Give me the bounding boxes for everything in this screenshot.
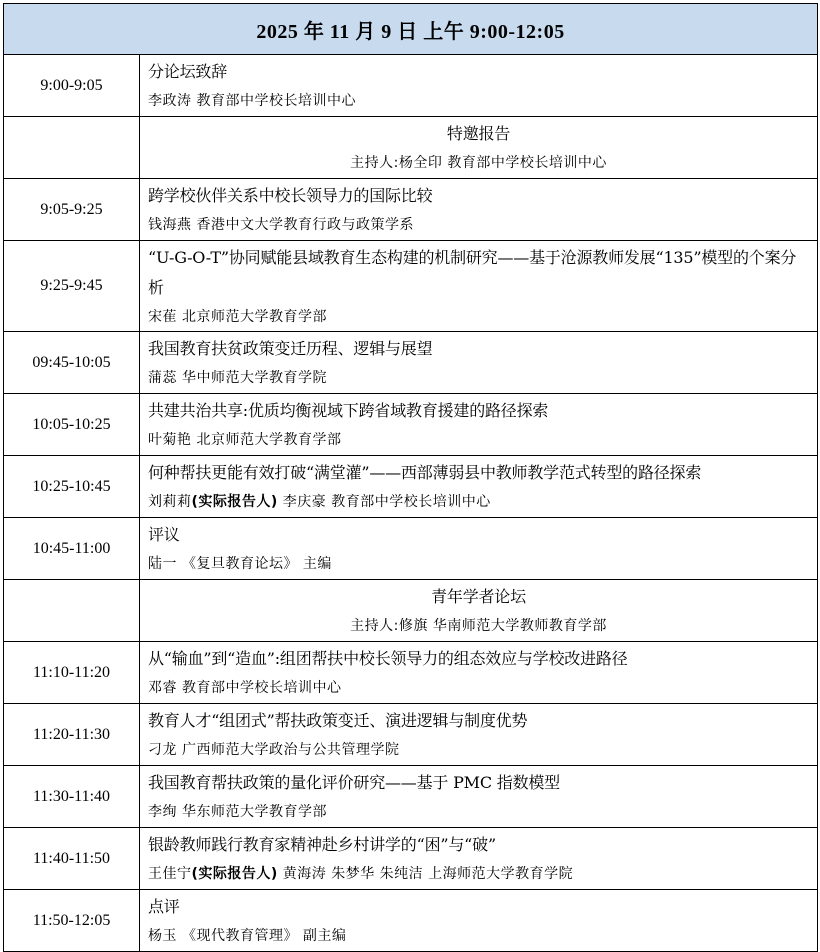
schedule-table	[3, 3, 818, 952]
table-row	[4, 241, 818, 332]
talk-title: 评议	[148, 525, 180, 544]
table-row	[4, 179, 818, 241]
talk-title: 我国教育扶贫政策变迁历程、逻辑与展望	[148, 339, 433, 358]
time-cell: 9:05-9:25	[4, 179, 140, 241]
content-cell	[140, 179, 818, 241]
table-row	[4, 766, 818, 828]
speaker-line: 陆一 《复旦教育论坛》 主编	[148, 556, 332, 572]
table-row	[4, 456, 818, 518]
table-row	[4, 890, 818, 952]
time-cell: 11:50-12:05	[4, 890, 140, 952]
time-cell: 10:45-11:00	[4, 518, 140, 580]
content-cell	[140, 394, 818, 456]
time-cell	[4, 117, 140, 179]
presenter-tag: (实际报告人)	[191, 494, 278, 510]
content-cell	[140, 241, 818, 332]
talk-title: 分论坛致辞	[148, 62, 228, 81]
content-cell	[140, 890, 818, 952]
content-cell	[140, 828, 818, 890]
time-cell: 11:40-11:50	[4, 828, 140, 890]
schedule-header: 2025 年 11 月 9 日 上午 9:00-12:05	[4, 4, 818, 55]
content-cell	[140, 55, 818, 117]
time-cell: 11:30-11:40	[4, 766, 140, 828]
time-cell: 11:10-11:20	[4, 642, 140, 704]
speaker-rest: 黄海涛 朱梦华 朱纯洁 上海师范大学教育学院	[277, 866, 574, 882]
session-title: 青年学者论坛	[431, 587, 526, 606]
speaker-name: 刘莉莉	[148, 494, 192, 510]
speaker-line: 叶菊艳 北京师范大学教育学部	[148, 432, 342, 448]
time-cell: 10:05-10:25	[4, 394, 140, 456]
host-line: 主持人:修旗 华南师范大学教师教育学部	[350, 618, 607, 634]
time-cell: 10:25-10:45	[4, 456, 140, 518]
content-cell	[140, 456, 818, 518]
content-cell	[140, 642, 818, 704]
talk-title: 教育人才“组团式”帮扶政策变迁、演进逻辑与制度优势	[148, 711, 528, 730]
session-title: 特邀报告	[446, 124, 511, 143]
content-cell	[140, 117, 818, 179]
talk-title: “U-G-O-T”协同赋能县域教育生态构建的机制研究——基于沧源教师发展“135”模型的个案分析	[148, 248, 797, 297]
content-cell	[140, 704, 818, 766]
session-row	[4, 117, 818, 179]
speaker-line: 李政涛 教育部中学校长培训中心	[148, 93, 356, 109]
speaker-line: 宋萑 北京师范大学教育学部	[148, 309, 327, 325]
content-cell	[140, 332, 818, 394]
talk-title: 我国教育帮扶政策的量化评价研究——基于 PMC 指数模型	[148, 773, 560, 792]
talk-title: 何种帮扶更能有效打破“满堂灌”——西部薄弱县中教师教学范式转型的路径探索	[148, 463, 702, 482]
talk-title: 跨学校伙伴关系中校长领导力的国际比较	[148, 186, 433, 205]
content-cell	[140, 766, 818, 828]
speaker-line	[148, 860, 809, 888]
time-cell: 09:45-10:05	[4, 332, 140, 394]
speaker-line	[148, 488, 809, 516]
table-row	[4, 642, 818, 704]
host-line: 主持人:杨全印 教育部中学校长培训中心	[350, 155, 607, 171]
speaker-line: 钱海燕 香港中文大学教育行政与政策学系	[148, 217, 414, 233]
talk-title: 从“输血”到“造血”:组团帮扶中校长领导力的组态效应与学校改进路径	[148, 649, 628, 668]
table-row	[4, 704, 818, 766]
speaker-line: 刁龙 广西师范大学政治与公共管理学院	[148, 742, 400, 758]
talk-title: 点评	[148, 897, 180, 916]
table-row	[4, 55, 818, 117]
time-cell	[4, 580, 140, 642]
session-row	[4, 580, 818, 642]
speaker-rest: 李庆豪 教育部中学校长培训中心	[277, 494, 491, 510]
content-cell	[140, 518, 818, 580]
table-row	[4, 518, 818, 580]
time-cell: 9:00-9:05	[4, 55, 140, 117]
time-cell: 11:20-11:30	[4, 704, 140, 766]
speaker-line: 蒲蕊 华中师范大学教育学院	[148, 370, 327, 386]
presenter-tag: (实际报告人)	[191, 866, 278, 882]
talk-title: 共建共治共享:优质均衡视域下跨省域教育援建的路径探索	[148, 401, 549, 420]
speaker-line: 杨玉 《现代教育管理》 副主编	[148, 928, 347, 944]
speaker-line: 邓睿 教育部中学校长培训中心	[148, 680, 342, 696]
table-row	[4, 332, 818, 394]
table-row	[4, 828, 818, 890]
time-cell: 9:25-9:45	[4, 241, 140, 332]
table-row	[4, 394, 818, 456]
talk-title: 银龄教师践行教育家精神赴乡村讲学的“困”与“破”	[148, 835, 496, 854]
speaker-line: 李绚 华东师范大学教育学部	[148, 804, 327, 820]
content-cell	[140, 580, 818, 642]
speaker-name: 王佳宁	[148, 866, 192, 882]
